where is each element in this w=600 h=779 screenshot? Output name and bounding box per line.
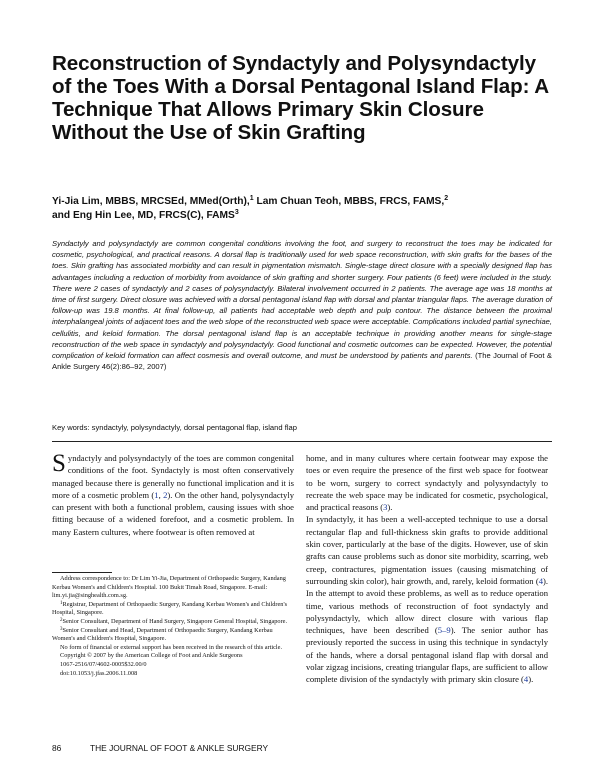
right-text-2: In syndactyly, it has been a well-accepted technique to use a dorsal rectangular flap and full-thickness skin grafts to provide additional skin cover, particularly at the base of the digits. However, use of skin grafts can cause problems such as donor site morbidity, scarring, web creep, contractures, pigmentation issues (causing mismatching of surrounding skin color), hair growth, and, rarely, keloid formation (: [306, 514, 548, 586]
footnote-divider: [52, 572, 112, 573]
affiliation-note-3: $^3$Senior Consultant and Head, Department of Orthopaedic Surgery, Kandang Kerbau Women's and Children's Hospital, Singapore.: [52, 626, 273, 643]
author-1: Yi-Jia Lim, MBBS, MRCSEd, MMed(Orth),: [52, 196, 250, 207]
abstract-citation: (The Journal of Foot & Ankle Surgery 46(2):86–92, 2007): [52, 351, 552, 372]
article-title: Reconstruction of Syndactyly and Polysyndactyly of the Toes With a Dorsal Pentagonal Island Flap: A Technique That Allows Primary Skin Closure Without the Use of Skin Grafting: [52, 52, 549, 144]
page-footer: [52, 743, 552, 753]
intro-text-1: yndactyly and polysyndactyly of the toes are common congenital conditions of the foot. Syndactyly is most often conservatively managed because there is generally no functional implication and it is more of a cosmetic problem (: [52, 453, 294, 500]
reference-link-3[interactable]: 3: [383, 502, 388, 513]
copyright-note: Copyright © 2007 by the American College of Foot and Ankle Surgeons: [60, 652, 243, 660]
reference-link-2[interactable]: 2: [163, 489, 168, 500]
author-1-affiliation-mark: 1: [249, 195, 254, 202]
reference-link-1[interactable]: 1: [154, 489, 159, 500]
abstract-text: Syndactyly and polysyndactyly are common congenital conditions involving the foot, and surgery to reconstruct the toes may be indicated for cosmetic, psychological, and practical reasons. A dorsal flap is traditionally used for web space reconstruction, with skin grafts for the bases of the toes. Skin grafting has associated morbidity and can result in pigmentation mismatch. Single-stage direct closure with a specially designed flap has advantages including a reduction of morbidity from avoidance of skin grafting and shorter surgery. Four patients (6 feet) were included in the study. There were 2 cases of syndactyly and 2 cases of polysyndactyly. Bilateral involvement occurred in 2 patients. The average age was 18 months at time of first surgery. Direct closure was achieved with a dorsal pentagonal island flap with dorsal and plantar triangular flaps. The average duration of follow-up was 19.8 months. At final follow-up, all patients had acceptable web depth and pulp contour. The distance between the proximal interphalangeal joints of adjacent toes and the web slope of the reconstructed web space were acceptable. Complications included partial synechiae, cellulitis, and keloid formation. The dorsal pentagonal island flap is an acceptable technique in providing another means for single-stage reconstruction of the web space in syndactyly and polysyndactyly. Good functional and cosmetic outcomes can be expected. However, the potential complication of keloid formation can affect cosmesis and overall outcome, and must be understood by patients and parents.: [52, 239, 552, 361]
reference-link-4b[interactable]: 4: [523, 674, 529, 685]
author-2-affiliation-mark: 2: [444, 195, 449, 202]
section-divider: [52, 441, 552, 442]
author-3-affiliation-mark: 3: [234, 208, 239, 216]
correspondence-note: Address correspondence to: Dr Lim Yi-Jia, Department of Orthopaedic Surgery, Kandang Kerbau Women's and Children's Hospital. 100 Bukit Timah Road, Singapore. E-mail: lim.yi.jia@singhealth.com.sg.: [52, 575, 286, 600]
footnotes: [52, 575, 294, 678]
page-number: 86: [52, 743, 62, 753]
journal-name: THE JOURNAL OF FOOT & ANKLE SURGERY: [90, 743, 269, 753]
affiliation-note-2: $^2$Senior Consultant, Department of Hand Surgery, Singapore General Hospital, Singapore.: [60, 617, 288, 625]
author-3: and Eng Hin Lee, MD, FRCS(C), FAMS: [52, 209, 235, 221]
body-column-left: Syndactyly and polysyndactyly of the toes are common congenital conditions of the foot. Syndactyly is most often conservatively managed because there is generally no functional implication and it is more of a cosmetic problem (1, 2). On the other hand, polysyndactyly can present with both a functional problem, causing issues with shoe fitting because of a widened forefoot, and a cosmetic problem. In many Eastern cultures, where footwear is often removed at: [52, 450, 295, 537]
intro-text-2: ). On the other hand, polysyndactyly can present with both a functional problem, causing issues with shoe fitting because of a widened forefoot, and a cosmetic problem. In many Eastern cultures, where footwear is often removed at: [52, 489, 295, 537]
issn-note: 1067-2516/07/4602-0005$32.00/0: [60, 660, 147, 668]
author-list: [52, 195, 552, 222]
reference-link-4[interactable]: 4: [538, 575, 543, 586]
keywords: Key words: syndactyly, polysyndactyly, dorsal pentagonal flap, island flap: [52, 423, 297, 432]
doi-note: doi:10.1053/j.jfas.2006.11.008: [60, 669, 138, 677]
funding-note: No form of financial or external support has been received in the research of this article.: [60, 643, 283, 651]
drop-cap: S: [52, 450, 66, 477]
author-2: Lam Chuan Teoh, MBBS, FRCS, FAMS,: [256, 196, 445, 207]
body-column-right: home, and in many cultures where certain footwear may expose the toes or even require the presence of the first web space for footwear to be worn, surgery to correct syndactyly and polysyndactyly to recreate the web space may be indicated for cosmetic, psychological, and practical reasons (3). In syndactyly, it has been a well-accepted technique to use a dorsal rectangular flap and full-thickness skin grafts to provide additional skin cover, particularly at the base of the digits. However, use of skin grafts can cause problems such as donor site morbidity, scarring, web creep, contractures, pigmentation issues (causing mismatching of surrounding skin color), hair growth, and, rarely, keloid formation (4). In the attempt to avoid these problems, as well as to reduce operation time, various methods of reconstruction of foot syndactyly and polysyndactyly, which allow direct closure with various flap techniques, have been described (5–9). The senior author has previously reported the success in using this technique in syndactyly of the hands, where a dorsal pentagonal island flap with dorsal and volar zigzag incisions, creating triangular flaps, are sufficient to allow complete division of the syndactyly with primary skin closure (4).: [306, 453, 548, 685]
abstract: [52, 238, 552, 372]
affiliation-note-1: $^1$Registrar, Department of Orthopaedic Surgery, Kandang Kerbau Women's and Children's Hospital, Singapore.: [52, 600, 288, 617]
reference-link-5-9[interactable]: 5–9: [437, 625, 451, 636]
right-text-1: home, and in many cultures where certain footwear may expose the toes or even require the presence of the first web space for footwear to be worn, surgery to correct syndactyly and polysyndactyly to recreate the web space may be indicated for cosmetic, psychological, and practical reasons (: [306, 453, 548, 513]
